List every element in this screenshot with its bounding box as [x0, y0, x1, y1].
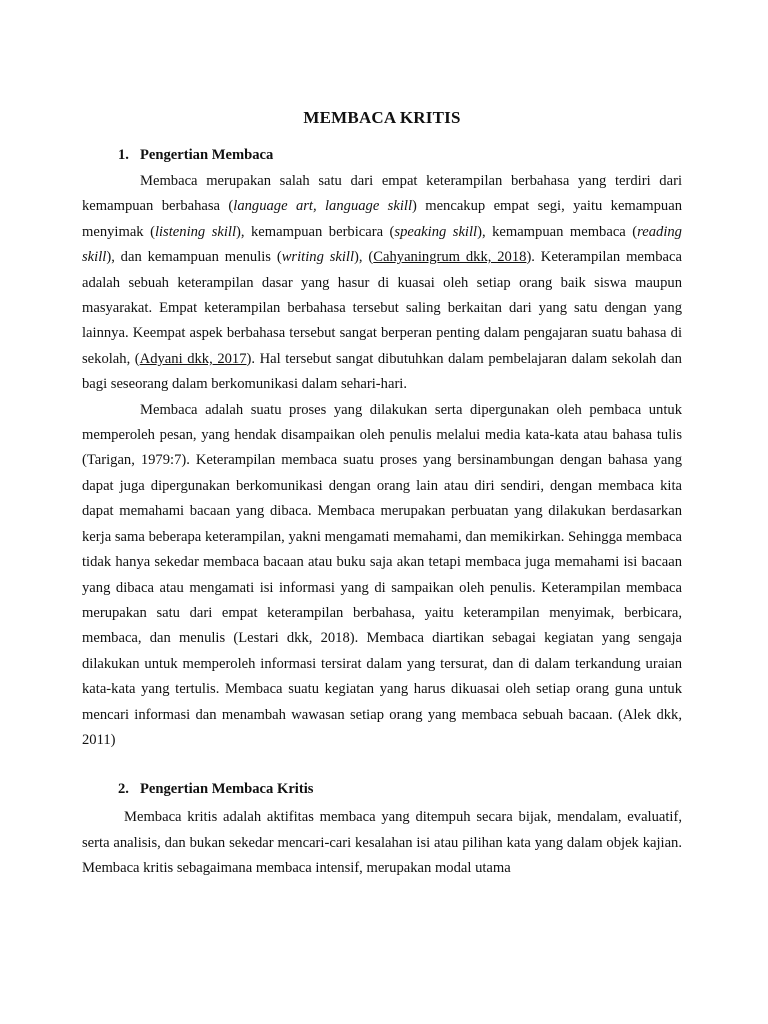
citation-link[interactable]: Adyani dkk, 2017 — [139, 350, 247, 367]
section-2-title: Pengertian Membaca Kritis — [140, 781, 314, 798]
section-2-paragraph-1: Membaca kritis adalah aktifitas membaca yang ditempuh secara bijak, mendalam, evaluatif, serta analisis, dan bukan sekedar mencari-cari kesalahan isi atau pilihan kata yang dalam objek kajian. Membaca kritis sebagaimana membaca intensif, merupakan modal utama — [82, 809, 682, 877]
section-1-number: 1. — [118, 147, 129, 163]
section-1-paragraph-2: Membaca adalah suatu proses yang dilakukan serta dipergunakan oleh pembaca untuk memperoleh pesan, yang hendak disampaikan oleh penulis melalui media kata-kata atau bahasa tulis (Tarigan, 1979:7). Keterampilan membaca suatu proses yang bersinambungan dengan bahasa yang dapat juga dipergunakan berkomunikasi dengan orang lain atau diri sendiri, dengan membaca kita dapat memahami bacaan yang dibaca. Membaca merupakan perbuatan yang dilakukan berdasarkan kerja sama beberapa keterampilan, yakni mengamati memahami, dan memikirkan. Sehingga membaca tidak hanya sekedar membaca bacaan atau buku saja akan tetapi membaca juga memahami isi bacaan yang dibaca atau mengamati isi informasi yang di sampaikan oleh penulis. Keterampilan membaca merupakan satu dari empat keterampilan berbahasa, yaitu keterampilan menyimak, berbicara, membaca, dan menulis (Lestari dkk, 2018). Membaca diartikan sebagai kegiatan yang sengaja dilakukan untuk memperoleh informasi tersirat dalam yang tersurat, dan di dalam terkandung uraian kata-kata yang tertulis. Membaca suatu kegiatan yang harus dikuasai oleh setiap orang guna untuk mencari informasi dan menambah wawasan setiap orang yang membaca sebuah bacaan. (Alek dkk, 2011) — [82, 401, 682, 748]
citation-link[interactable]: Cahyaningrum dkk, 2018 — [373, 249, 527, 266]
section-1-title: Pengertian Membaca — [140, 147, 274, 163]
page-title: MEMBACA KRITIS — [303, 108, 461, 127]
section-1-paragraph-1: Membaca merupakan salah satu dari empat keterampilan berbahasa yang terdiri dari kemampuan berbahasa (language art, language skill) mencakup empat segi, yaitu kemampuan menyimak (listening skill), kemampuan berbicara (speaking skill), kemampuan membaca (reading skill), dan kemampuan menulis (writing skill), (Cahyaningrum dkk, 2018). Keterampilan membaca adalah sebuah keterampilan dasar yang hasur di kuasai oleh setiap orang baik siswa maupun masyarakat. Empat keterampilan berbahasa tersebut saling berkaitan dari yang satu dengan yang lainnya. Keempat aspek berbahasa tersebut sangat berperan penting dalam pengajaran suatu bahasa di sekolah, (Adyani dkk, 2017). Hal tersebut sangat dibutuhkan dalam pembelajaran dalam sekolah dan bagi seseorang dalam berkomunikasi dalam sehari-hari. — [82, 173, 682, 393]
section-2-number: 2. — [118, 781, 129, 798]
section-2-heading — [82, 779, 682, 799]
section-1-heading — [82, 145, 682, 165]
